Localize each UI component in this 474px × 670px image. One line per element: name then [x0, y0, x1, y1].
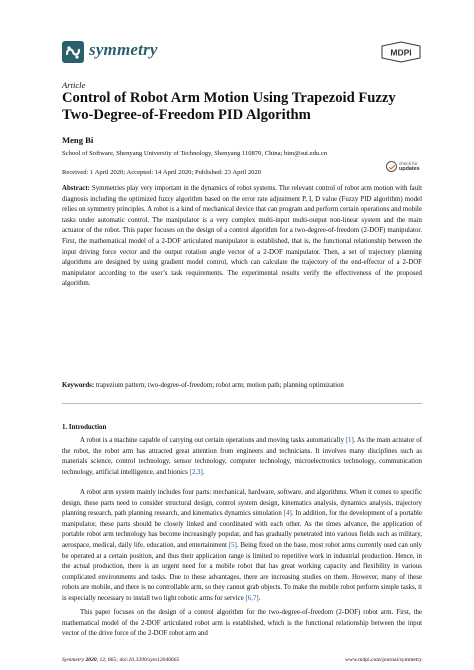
author-name: Meng Bi	[62, 135, 94, 145]
paragraph-text: A robot is a machine capable of carrying out certain operations and moving tasks automatically	[80, 437, 346, 444]
journal-header	[62, 38, 422, 68]
footer-citation	[62, 657, 179, 663]
keywords	[62, 381, 422, 391]
keywords-text: trapezium pattern; two-degree-of-freedom; robot arm; motion path; planning optimization	[95, 382, 344, 389]
article-type: Article	[62, 80, 86, 90]
paragraph	[62, 436, 422, 478]
paper-title: Control of Robot Arm Motion Using Trapezoid Fuzzy Two-Degree-of-Freedom PID Algorithm	[62, 90, 396, 123]
publisher-name: MDPI	[390, 47, 412, 58]
footer-year: 2020	[85, 657, 97, 663]
citation-link[interactable]: [1]	[345, 437, 354, 444]
citation-link[interactable]: [6,7]	[245, 594, 259, 602]
updates-label-top: check for	[399, 161, 418, 166]
citation-link[interactable]: [4]	[283, 510, 292, 518]
mdpi-badge-icon	[380, 41, 422, 63]
paragraph-text: .	[258, 594, 261, 602]
section-divider	[62, 403, 422, 404]
updates-label-bottom: updates	[399, 166, 420, 172]
paragraph: This paper focuses on the design of a control algorithm for the two-degree-of-freedom (2-DOF) robot arm. First, the mathematical model of the 2-DOF articulated robot arm is established, which is the functional relationship between the input vector of the drive force of the 2-DOF robot arm and	[62, 609, 422, 638]
paragraph-text: . In addition, for the development of a portable manipulator, these parts should be closely linked and coordinated with each other. As the times advance, the application of portable robot arm technology has become increasingly popular, and has gradually penetrated into various fields such as military, aerospace, medical, daily life, education, and entertainment	[62, 510, 423, 549]
abstract	[62, 184, 422, 290]
paragraph-text: .	[202, 468, 205, 476]
check-for-updates-button[interactable]	[386, 158, 422, 180]
paragraph	[62, 488, 422, 605]
citation-link[interactable]: [2,3]	[189, 468, 203, 476]
keywords-label: Keywords:	[62, 382, 95, 389]
paragraph-text: A robot arm system mainly includes four parts: mechanical, hardware, software, and algorithms. When it comes to specific design, these parts need to consider structural design, control system design, kinematics analysis, dynamics analysis, trajectory planning research, path planning research, and kinematics dynamics simulation	[62, 489, 422, 518]
paragraph-text: . Being fixed on the base, most robot arms currently used can only be operated at a certain position, and thus their application range is limited to repetitive work in industrial production. Hence, in the actual production, there is an urgent need for a mobile robot that has great working capacity and flexibility in various complicated environments and tasks. Due to these advantages, there are increasing studies on them. However, many of these robots are mobile, and there is no controllable arm, so they cannot grab objects. To make the mobile robot perform simple tasks, it is especially necessary to install two light robotic arms for service	[62, 541, 422, 602]
symmetry-logo-icon	[62, 41, 84, 63]
journal-name: symmetry	[89, 40, 158, 59]
footer-doi: , 12, 665; doi:10.3390/sym12040665	[96, 657, 180, 663]
publication-dates: Received: 1 April 2020; Accepted: 14 April 2020; Published: 23 April 2020	[62, 169, 262, 176]
footer-journal: Symmetry	[62, 657, 85, 663]
check-updates-icon	[386, 161, 397, 172]
citation-link[interactable]: [5]	[228, 541, 237, 549]
abstract-label: Abstract:	[62, 185, 90, 192]
section-heading: 1. Introduction	[62, 424, 107, 431]
author-affiliation: School of Software, Shenyang University of Technology, Shenyang 110870, China; bim@sut.edu.cn	[62, 150, 328, 157]
abstract-text: Symmetries play very important in the dynamics of robot systems. The relevant control of robot arm motion with fault diagnosis including the optimized fuzzy algorithm based on the error rate adjustment P, I, D value (Fuzzy PID algorithm) model relies on symmetry principles. A robot is a kind of mechanical device that can program and perform certain operations and mobile tasks under automatic control. The manipulator is a very complex multi-input multi-output non-linear system and the main actuator of the robot. This paper focuses on the design of a control algorithm for a two-degree-of-freedom (2-DOF) manipulator. First, the mathematical model of a 2-DOF articulated manipulator is established, that is, the functional relationship between the input driving force vector and the output rotation angle vector of a 2-DOF manipulator. Then, a set of trajectory planning algorithms are designed by using gradient model control, which can calculate the trajectory of the end-effector of a 2-DOF manipulator according to the user’s task requirements. The experimental results verify the effectiveness of the proposed algorithm.	[62, 185, 422, 288]
journal-url-link[interactable]: www.mdpi.com/journal/symmetry	[344, 657, 422, 663]
paragraph-text: . As the main actuator of the robot, the robot arm has attracted great attention from engineers and technicians. It involves many disciplines such as materials science, control technology, sensor technology, computer technology, microelectronics technology, communication technology, artificial intelligence, and bionics	[62, 437, 422, 476]
